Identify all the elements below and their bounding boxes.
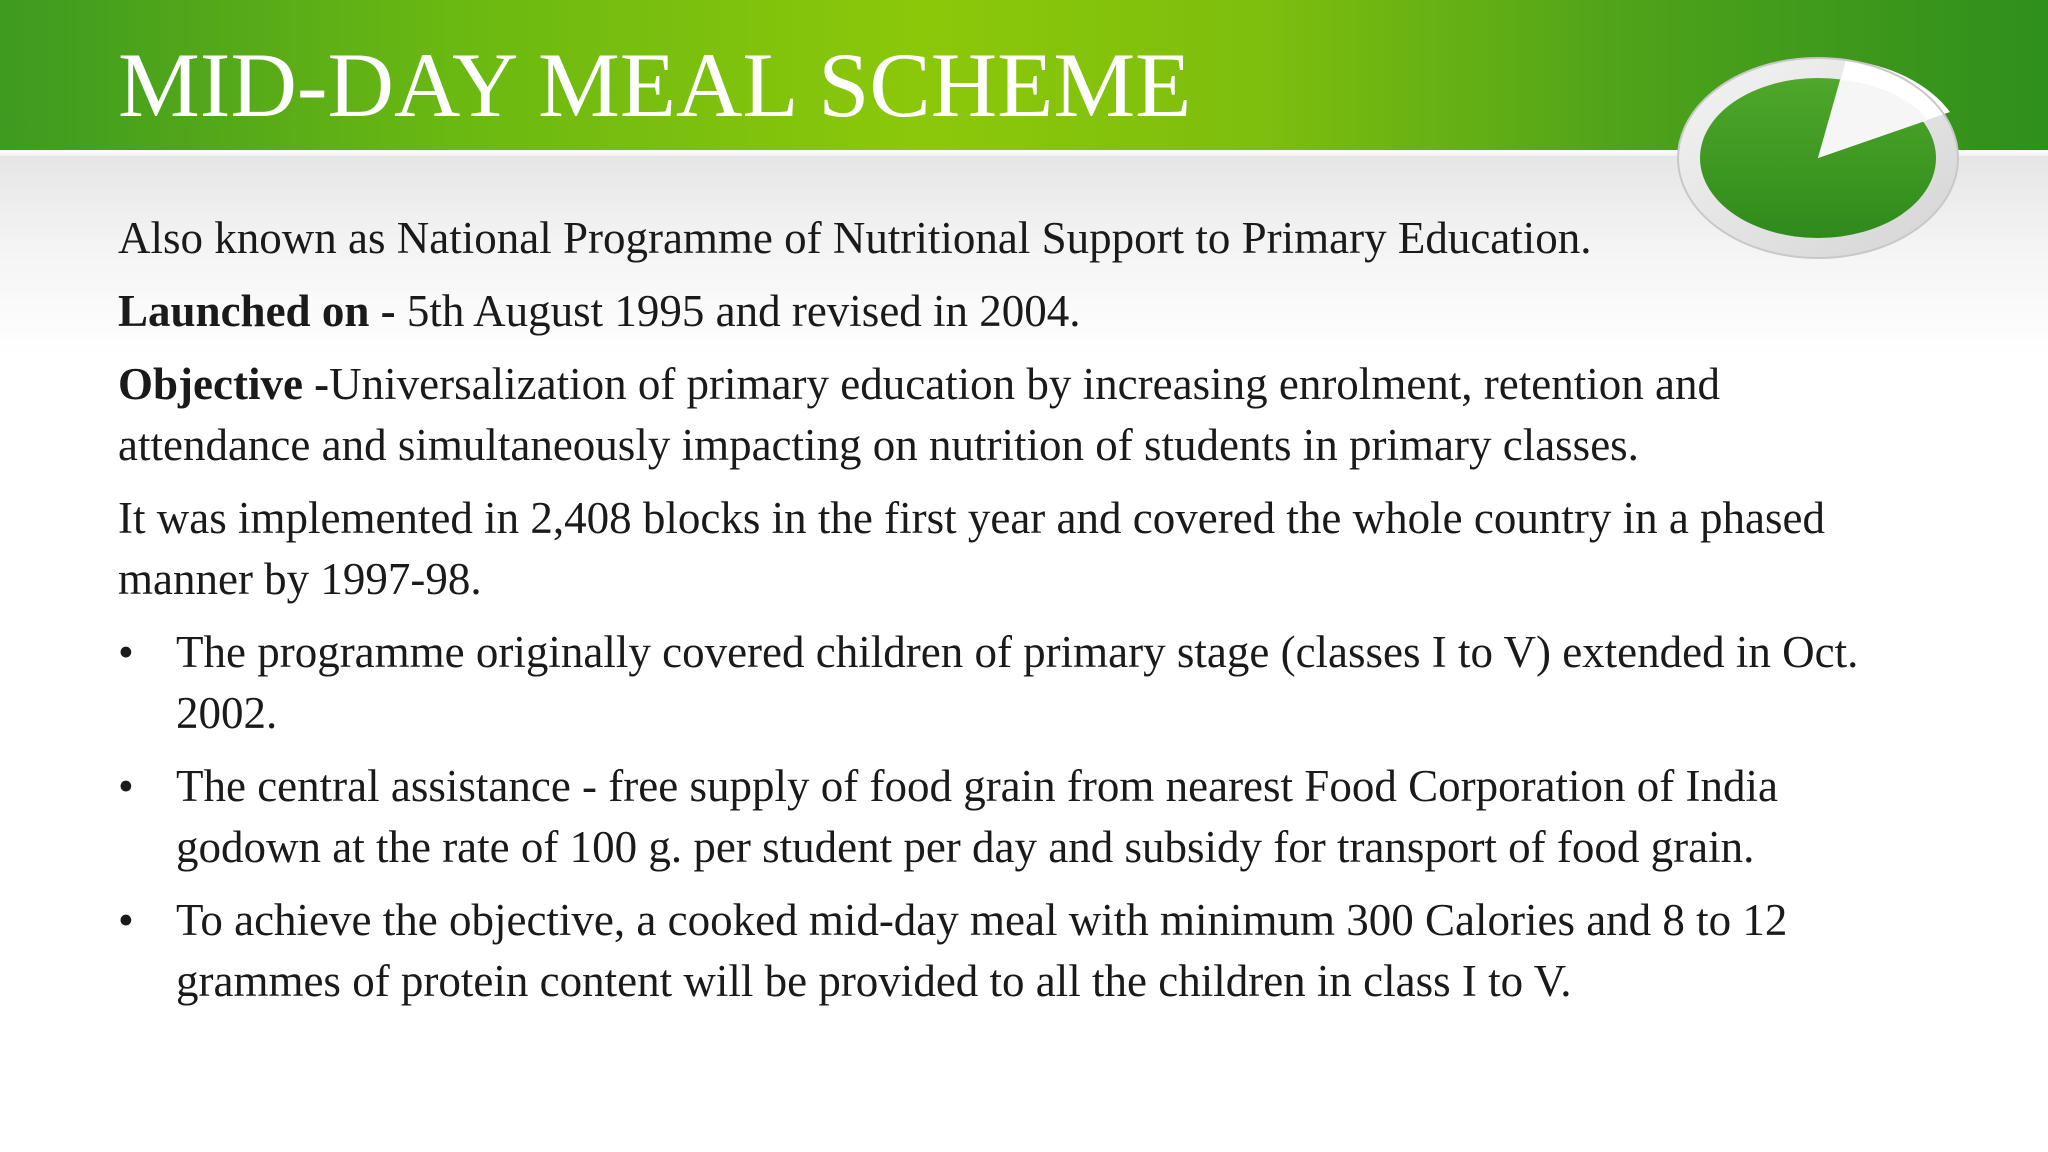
bullet-item xyxy=(118,622,1918,744)
bullet-item xyxy=(118,756,1918,878)
paragraph-text: Universalization of primary education by increasing enrolment, retention and attendance and simultaneously impacting on nutrition of students in primary classes. xyxy=(118,359,1720,470)
paragraph-label: Objective - xyxy=(118,359,330,409)
bullet-icon: • xyxy=(118,627,134,677)
paragraph-objective xyxy=(118,354,1918,476)
bullet-icon: • xyxy=(118,895,134,945)
bullet-text: The central assistance - free supply of food grain from nearest Food Corporation of India godown at the rate of 100 g. per student per day and subsidy for transport of food grain. xyxy=(176,761,1778,872)
slide-content xyxy=(118,208,1918,1024)
paragraph-text: 5th August 1995 and revised in 2004. xyxy=(406,286,1081,336)
paragraph-also-known xyxy=(118,208,1918,269)
bullet-item xyxy=(118,890,1918,1012)
paragraph-label: Launched on - xyxy=(118,286,407,336)
paragraph-text: Also known as National Programme of Nutritional Support to Primary Education. xyxy=(118,213,1592,263)
paragraph-implementation xyxy=(118,488,1918,610)
bullet-text: The programme originally covered children of primary stage (classes I to V) extended in Oct. 2002. xyxy=(176,627,1859,738)
slide-title: MID-DAY MEAL SCHEME xyxy=(118,34,1192,136)
bullet-icon: • xyxy=(118,761,134,811)
bullet-text: To achieve the objective, a cooked mid-day meal with minimum 300 Calories and 8 to 12 grammes of protein content will be provided to all the children in class I to V. xyxy=(176,895,1788,1006)
paragraph-text: It was implemented in 2,408 blocks in the first year and covered the whole country in a phased manner by 1997-98. xyxy=(118,493,1826,604)
paragraph-launched-on xyxy=(118,281,1918,342)
